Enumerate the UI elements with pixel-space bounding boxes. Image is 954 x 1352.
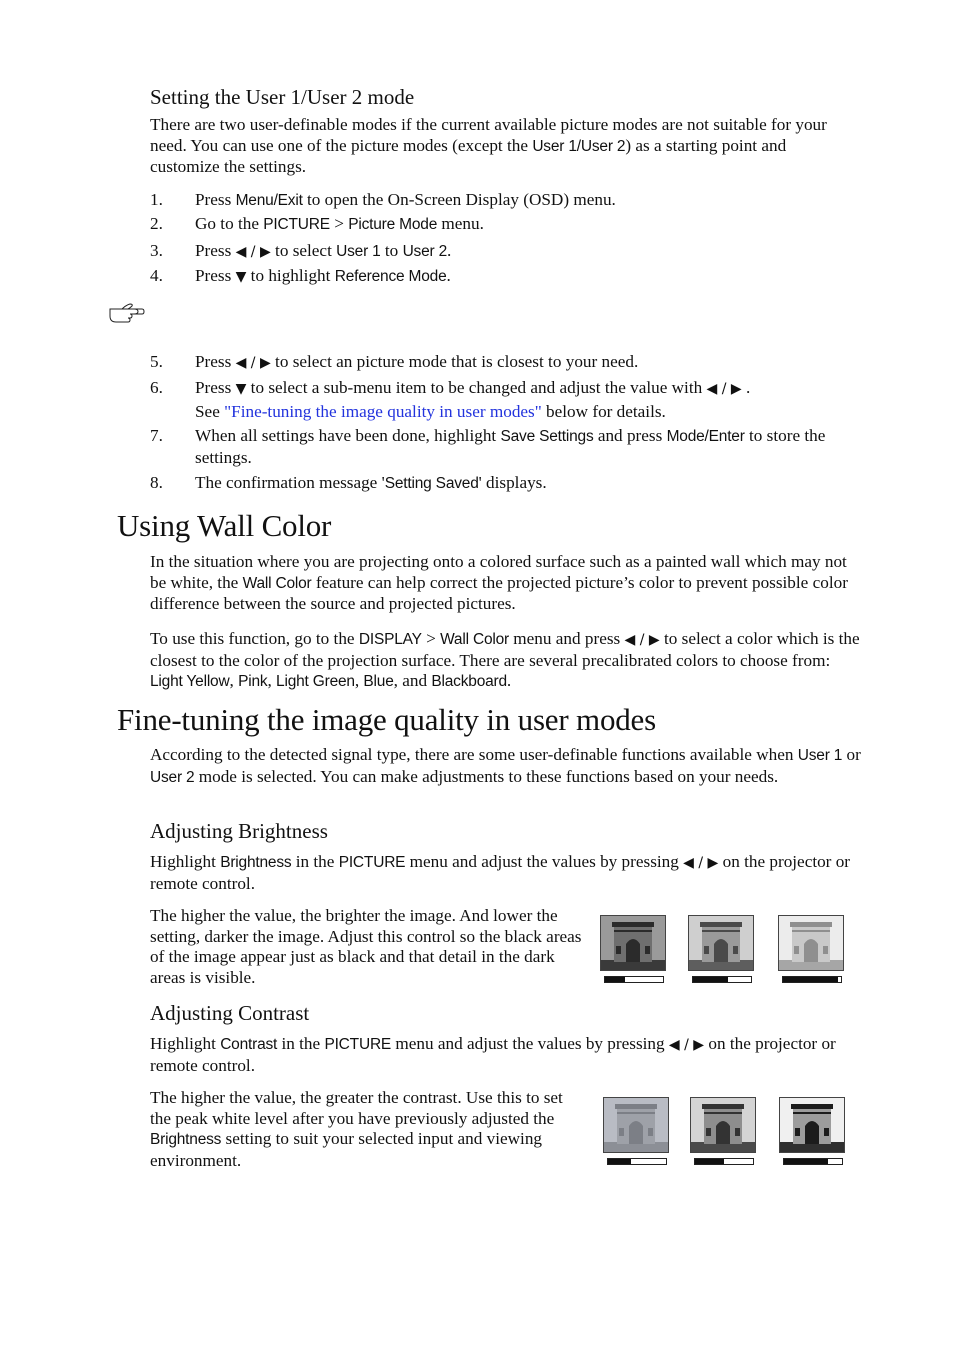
fine-tuning-heading: Fine-tuning the image quality in user modes [117, 702, 656, 737]
level-bar-fill [693, 977, 728, 982]
level-bar-fill [695, 1159, 724, 1164]
level-bar [694, 1158, 754, 1165]
left-right-arrow-icon: ◀ / ▶ [683, 855, 719, 871]
sample-image [690, 1097, 756, 1153]
level-bar-fill [608, 1159, 631, 1164]
sample-image [779, 1097, 845, 1153]
level-bar [782, 976, 842, 983]
wall-color-heading: Using Wall Color [117, 508, 332, 543]
left-right-arrow-icon: ◀ / ▶ [706, 381, 742, 397]
level-bar [783, 1158, 843, 1165]
brightness-heading: Adjusting Brightness [150, 819, 328, 843]
level-bar [607, 1158, 667, 1165]
left-right-arrow-icon: ◀ / ▶ [668, 1037, 705, 1053]
brightness-paragraph-1: Highlight Brightness in the PICTURE menu and adjust the values by pressing ◀ / ▶ on the projector or remote control. [150, 852, 851, 893]
sample-image [778, 915, 844, 971]
contrast-paragraph-2: The higher the value, the greater the contrast. Use this to set the peak white level after you have previously adjusted the Brightness setting to suit your selected input and viewing environment. [150, 1088, 563, 1170]
level-bar [692, 976, 752, 983]
level-bar-fill [784, 1159, 828, 1164]
level-bar [604, 976, 664, 983]
pointing-hand-icon [108, 302, 146, 329]
brightness-paragraph-2: The higher the value, the brighter the image. And lower the setting, darker the image. Adjust this control so the black areas of the image appear just as black and that detail in the dark areas is visible. [150, 906, 582, 987]
left-right-arrow-icon: ◀ / ▶ [235, 244, 271, 260]
user-mode-heading: Setting the User 1/User 2 mode [150, 85, 415, 109]
down-arrow-icon: ▼ [235, 269, 247, 285]
fine-tuning-intro: According to the detected signal type, there are some user-definable functions available when User 1 or User 2 mode is selected. You can make adjustments to these functions based on your needs. [150, 745, 861, 786]
down-arrow-icon: ▼ [235, 381, 247, 397]
level-bar-fill [783, 977, 838, 982]
contrast-heading: Adjusting Contrast [150, 1001, 310, 1025]
sample-image [688, 915, 754, 971]
user-mode-intro: There are two user-definable modes if the current available picture modes are not suitable for your need. You can use one of the picture modes (except the User 1/User 2) as a starting point and customize the settings. [150, 115, 827, 177]
fine-tuning-link[interactable]: "Fine-tuning the image quality in user modes" [224, 402, 542, 421]
left-right-arrow-icon: ◀ / ▶ [235, 355, 271, 371]
wall-color-paragraph-1: In the situation where you are projecting onto a colored surface such as a painted wall which may not be white, the Wall Color feature can help correct the projected picture’s color to prevent possible color difference between the source and projected pictures. [150, 552, 848, 614]
contrast-paragraph-1: Highlight Contrast in the PICTURE menu and adjust the values by pressing ◀ / ▶ on the projector or remote control. [150, 1034, 836, 1075]
wall-color-paragraph-2: To use this function, go to the DISPLAY > Wall Color menu and press ◀ / ▶ to select a color which is the closest to the color of the projection surface. There are several precalibrated colors to choose from: Light Yellow, Pink, Light Green, Blue, and Blackboard. [150, 629, 860, 691]
level-bar-fill [605, 977, 625, 982]
sample-image [600, 915, 666, 971]
left-right-arrow-icon: ◀ / ▶ [624, 632, 660, 648]
sample-image [603, 1097, 669, 1153]
